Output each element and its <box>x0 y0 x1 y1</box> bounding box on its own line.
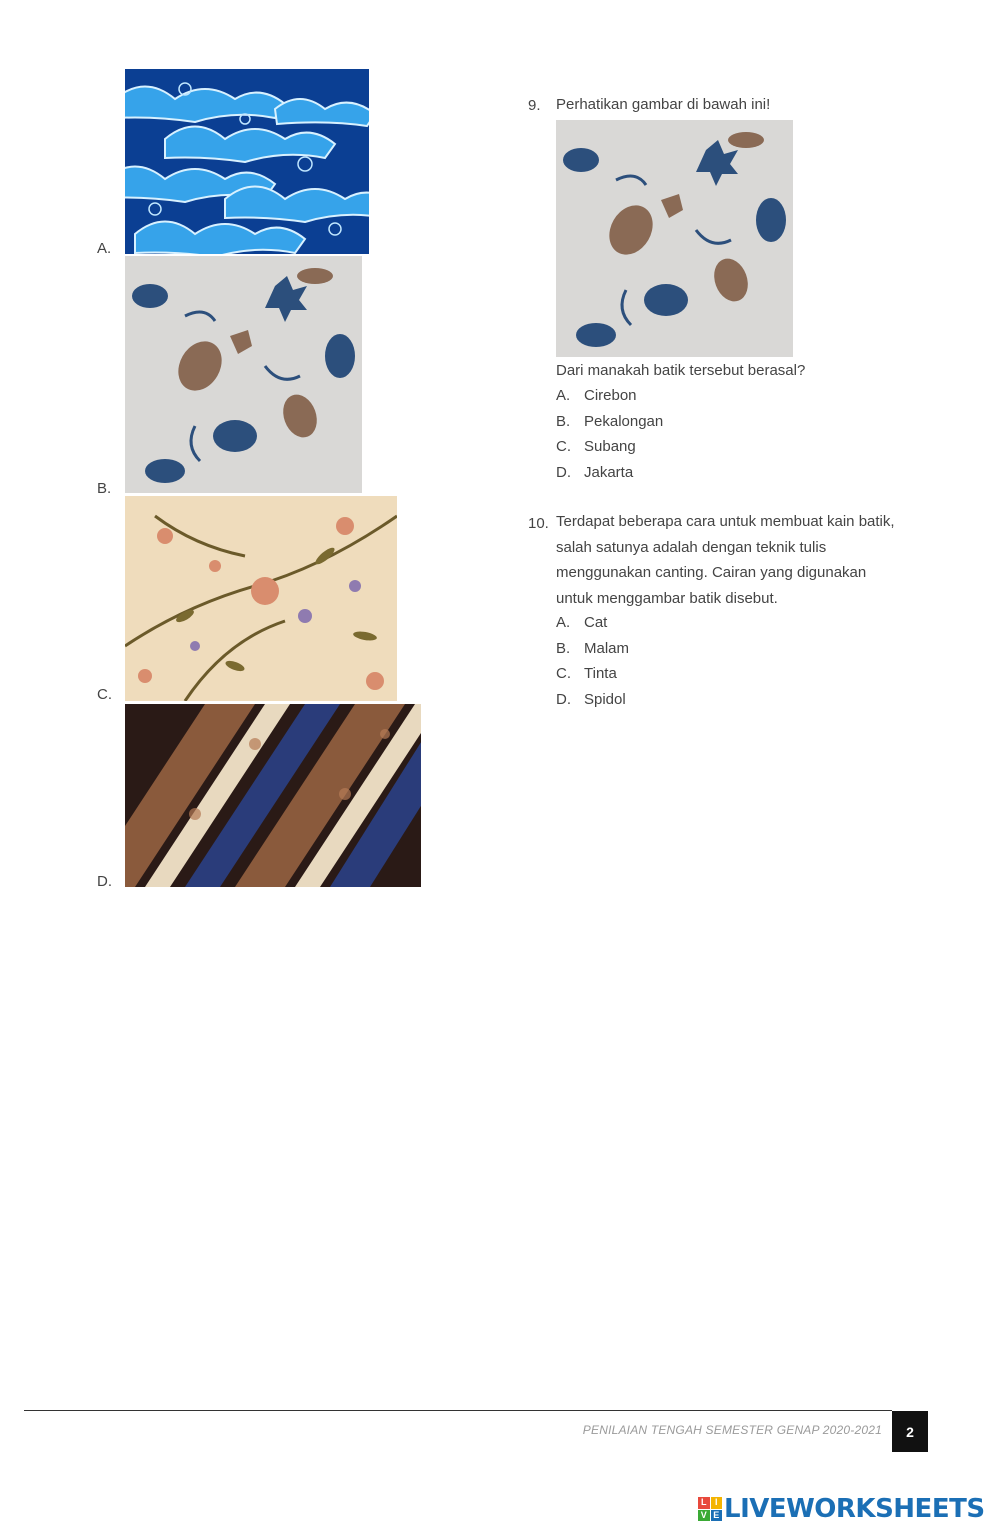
liveworksheets-logo-icon <box>698 1497 722 1521</box>
logo-letter: I <box>711 1497 723 1509</box>
question-9-prompt: Dari manakah batik tersebut berasal? <box>556 362 806 379</box>
question-9-choices <box>556 383 663 485</box>
floral-batik-image <box>125 256 362 493</box>
logo-letter: V <box>698 1510 710 1522</box>
question-10-line: Terdapat beberapa cara untuk membuat kain batik, <box>556 513 895 530</box>
logo-letter: L <box>698 1497 710 1509</box>
question-10-line: salah satunya adalah dengan teknik tulis <box>556 538 827 556</box>
brand-name: LIVEWORKSHEETS <box>724 1494 985 1524</box>
question-9-choice-c[interactable]: C. Subang <box>556 438 636 455</box>
question-10-line: untuk menggambar batik disebut. <box>556 589 778 607</box>
question-9-choice-b[interactable]: B. Pekalongan <box>556 412 664 430</box>
page-number: 2 <box>892 1411 928 1452</box>
question-9-text: Perhatikan gambar di bawah ini! <box>556 96 771 113</box>
question-10-choice-d[interactable]: D. Spidol <box>556 690 626 708</box>
question-10-choice-b[interactable]: B. Malam <box>556 639 630 657</box>
megamendung-batik-image <box>125 69 369 254</box>
option-letter-a: A. <box>97 240 112 257</box>
question-10-choices <box>556 610 629 712</box>
question-9-number: 9. <box>528 97 541 114</box>
question-10-text <box>556 509 895 611</box>
question-9-batik-image <box>556 120 793 357</box>
footer-title: PENILAIAN TENGAH SEMESTER GENAP 2020-2021 <box>582 1423 882 1437</box>
question-10-choice-c[interactable]: C. Tinta <box>556 665 617 682</box>
question-10-number: 10. <box>528 515 549 532</box>
option-letter-d: D. <box>97 873 112 890</box>
liveworksheets-brand[interactable] <box>698 1494 985 1524</box>
option-letter-b: B. <box>97 480 112 497</box>
option-letter-c: C. <box>97 686 112 703</box>
question-9-choice-a[interactable]: A. Cirebon <box>556 387 637 404</box>
question-9-choice-d[interactable]: D. Jakarta <box>556 463 634 481</box>
footer-divider <box>24 1410 892 1411</box>
logo-letter: E <box>711 1510 723 1522</box>
question-10-choice-a[interactable]: A. Cat <box>556 614 608 631</box>
sogan-floral-batik-image <box>125 496 397 701</box>
question-10-line: menggunakan canting. Cairan yang digunakan <box>556 564 867 581</box>
parang-batik-image <box>125 704 421 887</box>
